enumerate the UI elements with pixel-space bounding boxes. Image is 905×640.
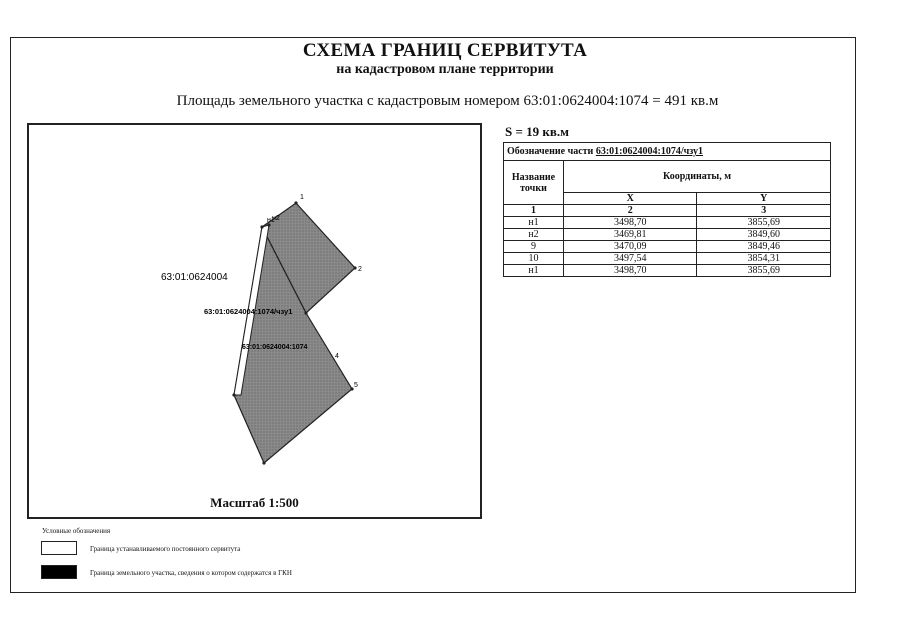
- servitude-area: S = 19 кв.м: [505, 124, 570, 139]
- legend-swatch-servitude: [41, 541, 77, 555]
- parcel-label: 63:01:0624004:1074: [242, 344, 308, 351]
- point-label-2: 2: [358, 266, 362, 273]
- point-label-n1: н1: [267, 217, 275, 224]
- index-cell-2: 2: [564, 205, 697, 217]
- table-row: н1 3498,70 3855,69: [504, 265, 831, 277]
- document-subtitle: на кадастровом плане территории: [336, 62, 554, 77]
- map-scale: Масштаб 1:500: [210, 495, 299, 510]
- table-row: н2 3469,81 3849,60: [504, 229, 831, 241]
- legend-title: Условные обозначения: [42, 527, 111, 535]
- header-point-name: Название точки: [504, 161, 564, 205]
- point-label-5: 5: [354, 382, 358, 389]
- index-cell-1: 1: [504, 205, 564, 217]
- block-label: 63:01:0624004: [161, 272, 228, 283]
- coordinates-table: [503, 142, 831, 277]
- header-y: Y: [697, 193, 831, 205]
- designation-number: 63:01:0624004:1074/чзу1: [595, 146, 704, 157]
- table-row: н1 3498,70 3855,69: [504, 217, 831, 229]
- cadastral-map: [27, 123, 482, 519]
- point-label-1: 1: [300, 194, 304, 201]
- legend-text-parcel: Граница земельного участка, сведения о котором содержатся в ГКН: [90, 569, 292, 577]
- map-drawing: [29, 125, 480, 517]
- point-label-4: 4: [335, 353, 339, 360]
- table-row: 9 3470,09 3849,46: [504, 241, 831, 253]
- table-row: 10 3497,54 3854,31: [504, 253, 831, 265]
- index-cell-3: 3: [697, 205, 831, 217]
- legend-text-servitude: Граница устанавливаемого постоянного сервитута: [90, 545, 241, 553]
- designation-cell: Обозначение части 63:01:0624004:1074/чзу1: [504, 143, 831, 161]
- document-title: СХЕМА ГРАНИЦ СЕРВИТУТА: [302, 40, 588, 61]
- part-label: 63:01:0624004:1074/чзу1: [204, 307, 293, 316]
- parcel-area-line: Площадь земельного участка с кадастровым номером 63:01:0624004:1074 = 491 кв.м: [176, 93, 719, 109]
- header-x: X: [564, 193, 697, 205]
- header-coords: Координаты, м: [564, 161, 831, 193]
- point-label-n2: н2: [272, 215, 280, 222]
- legend-swatch-parcel: [41, 565, 77, 579]
